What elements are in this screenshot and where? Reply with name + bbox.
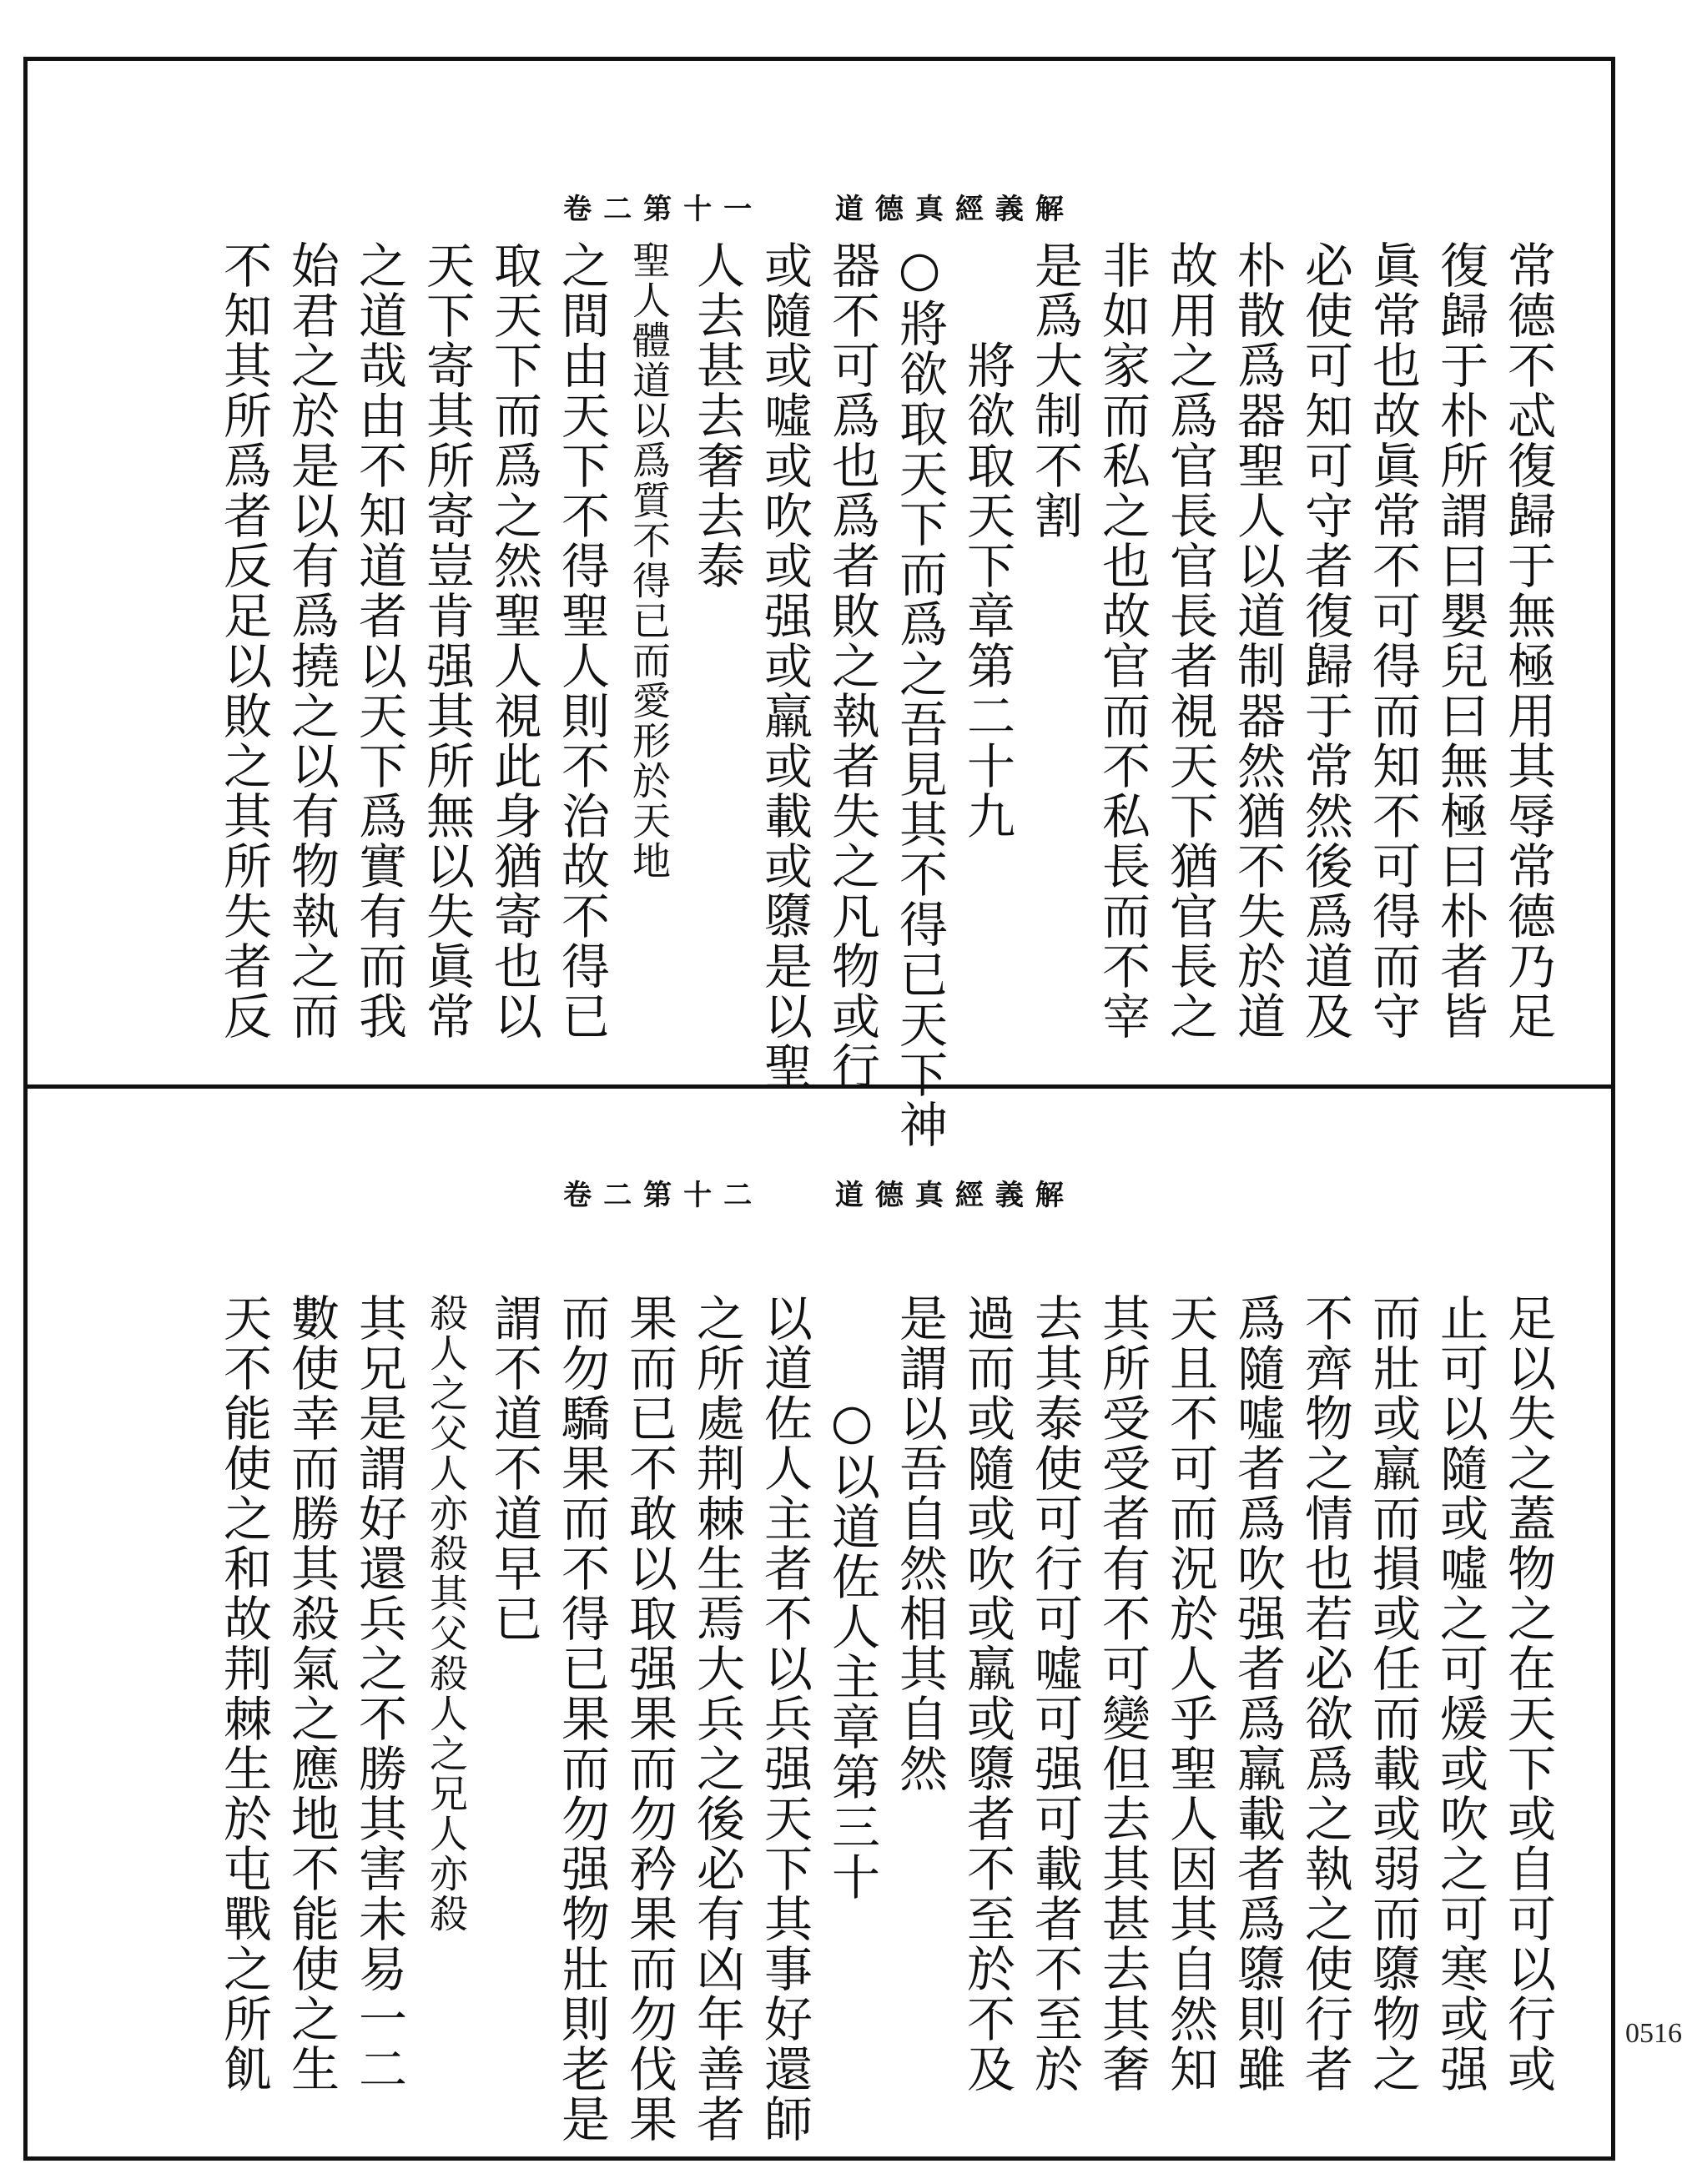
top-col-15: 之間由天下不得聖人則不治故不得已 (553, 240, 610, 1041)
top-col-3: 眞常也故眞常不可得而知不可得而守 (1364, 240, 1421, 1041)
bottom-col-6: 天且不可而況於人乎聖人因其自然知 (1161, 1293, 1218, 2094)
bottom-col-15: 而勿驕果而不得已果而勿强物壯則老是 (553, 1293, 610, 2144)
bottom-col-1: 足以失之蓋物之在天下或自可以行或 (1499, 1293, 1556, 2094)
bottom-header-volume: 卷二第十二 (563, 1179, 764, 1212)
top-col-6: 故用之爲官長官長者視天下猶官長之 (1161, 240, 1218, 1041)
page-number: 0516 (1625, 2018, 1682, 2049)
top-col-7: 非如家而私之也故官而不私長而不宰 (1094, 240, 1151, 1041)
top-header-book-title: 道德真經義解 (834, 193, 1075, 226)
bottom-col-19: 數使幸而勝其殺氣之應地不能使之生 (283, 1293, 340, 2094)
top-col-18: 之道哉由不知道者以天下爲實有而我 (350, 240, 407, 1041)
bottom-header-book-title: 道德真經義解 (834, 1179, 1075, 1212)
top-col-13: 人去甚去奢去泰 (688, 240, 745, 591)
bottom-col-9: 過而或隨或吹或羸或隳者不至於不及 (959, 1293, 1015, 2094)
top-col-17: 天下寄其所寄豈肯强其所無以失眞常 (418, 240, 475, 1041)
bottom-col-10: 是謂以吾自然相其自然 (891, 1293, 948, 1794)
bottom-col-18: 其兄是謂好還兵之不勝其害未易一二 (350, 1293, 407, 2094)
top-col-8: 是爲大制不割 (1026, 240, 1083, 541)
top-header-volume: 卷二第十一 (563, 193, 764, 226)
top-panel (28, 61, 1611, 1150)
bottom-col-12: 以道佐人主者不以兵强天下其事好還師 (756, 1293, 813, 2144)
bottom-col-13: 之所處荆棘生焉大兵之後必有凶年善者 (688, 1293, 745, 2144)
bottom-col-3: 而壯或羸而損或任而載或弱而隳物之 (1364, 1293, 1421, 2094)
top-col-16: 取天下而爲之然聖人視此身猶寄也以 (486, 240, 542, 1041)
bottom-col-7: 其所受受者有不可變但去其甚去其奢 (1094, 1293, 1151, 2094)
top-col-4: 必使可知可守者復歸于常然後爲道及 (1297, 240, 1353, 1041)
bottom-col-17: 殺人之父人亦殺其父殺人之兄人亦殺 (424, 1293, 469, 1934)
top-col-20: 不知其所爲者反足以敗之其所失者反 (215, 240, 272, 1041)
top-col-2: 復歸于朴所謂曰嬰兒曰無極曰朴者皆 (1432, 240, 1488, 1041)
top-col-11: 器不可爲也爲者敗之執者失之凡物或行 (823, 240, 880, 1091)
top-col-12: 或隨或噓或吹或强或羸或載或隳是以聖 (756, 240, 813, 1091)
bottom-header (28, 1172, 1611, 1213)
bottom-col-5: 爲隨噓者爲吹强者爲羸載者爲隳則雖 (1229, 1293, 1286, 2094)
bottom-col-16: 謂不道不道早已 (486, 1293, 542, 1643)
bottom-col-2: 止可以隨或噓之可煖或吹之可寒或强 (1432, 1293, 1488, 2094)
bottom-col-14: 果而已不敢以取强果而勿矜果而勿伐果 (621, 1293, 677, 2144)
top-col-1: 常德不忒復歸于無極用其辱常德乃足 (1499, 240, 1556, 1041)
bottom-col-20: 天不能使之和故荆棘生於屯戰之所飢 (215, 1293, 272, 2094)
bottom-col-4: 不齊物之情也若必欲爲之執之使行者 (1297, 1293, 1353, 2094)
top-header (28, 186, 1611, 227)
bottom-chapter-title: ○以道佐人主章第三十 (823, 1393, 880, 1902)
top-text-columns (209, 240, 1561, 1150)
top-col-14: 聖人體道以爲質不得已而愛形於天地 (627, 240, 672, 881)
top-col-19: 始君之於是以有爲撓之以有物執之而 (283, 240, 340, 1041)
bottom-text-columns (209, 1293, 1561, 2144)
top-chapter-title: 將欲取天下章第二十九 (959, 340, 1015, 841)
top-col-5: 朴散爲器聖人以道制器然猶不失於道 (1229, 240, 1286, 1041)
bottom-col-8: 去其泰使可行可噓可强可載者不至於 (1026, 1293, 1083, 2094)
bottom-panel (28, 1089, 1611, 2156)
top-col-10: ○將欲取天下而爲之吾見其不得已天下神 (891, 240, 948, 1150)
